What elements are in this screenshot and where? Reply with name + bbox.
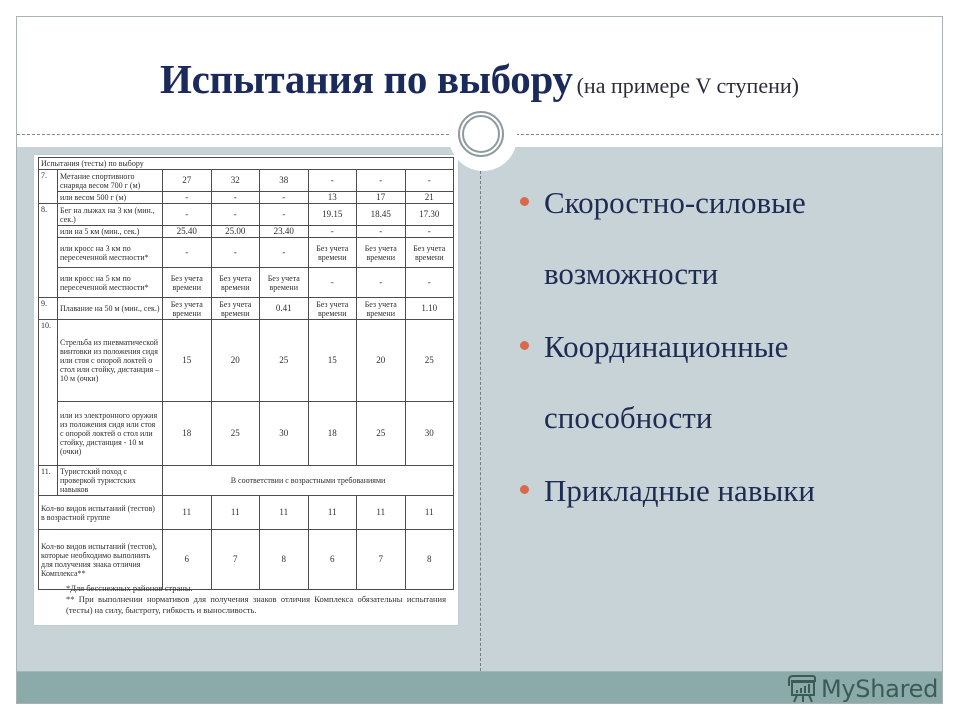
table-row — [39, 268, 454, 298]
row-value: - — [163, 238, 212, 268]
row-value: Без учета времени — [308, 298, 357, 320]
table-empty-cell — [405, 158, 454, 170]
row-value: 17.30 — [405, 204, 454, 226]
summary-value: 7 — [211, 530, 260, 590]
row-value: Без учета времени — [357, 238, 406, 268]
row-name: Бег на лыжах на 3 км (мин., сек.) — [58, 204, 163, 226]
row-value: 25.40 — [163, 226, 212, 238]
table-empty-cell — [357, 158, 406, 170]
row-value: 30 — [405, 402, 454, 466]
row-number: 9. — [39, 298, 58, 320]
row-name: или кросс на 3 км по пересеченной местности* — [58, 238, 163, 268]
row-value: - — [163, 204, 212, 226]
row-value: - — [308, 170, 357, 192]
row-value: - — [357, 268, 406, 298]
row-value: 21 — [405, 192, 454, 204]
row-value: - — [405, 170, 454, 192]
summary-value: 8 — [405, 530, 454, 590]
row-value: 13 — [308, 192, 357, 204]
row-name: или из электронного оружия из положения сидя или стоя с опорой локтей о стол или стойку, дистанция - 10 м (очки) — [58, 402, 163, 466]
bullet-list — [514, 167, 924, 526]
summary-name: Кол-во видов испытаний (тестов), которые необходимо выполнить для получения знака отличия Комплекса** — [39, 530, 163, 590]
row-value: 23.40 — [260, 226, 309, 238]
row-span-value: В соответствии с возрастными требованиями — [163, 466, 454, 496]
norms-table — [38, 157, 454, 590]
row-value: - — [211, 238, 260, 268]
table-header-row — [39, 158, 454, 170]
table-notes — [66, 583, 446, 616]
summary-value: 6 — [163, 530, 212, 590]
row-value: 1.10 — [405, 298, 454, 320]
row-name: или на 5 км (мин., сек.) — [58, 226, 163, 238]
row-value: 15 — [308, 320, 357, 402]
row-value: 0.41 — [260, 298, 309, 320]
table-row — [39, 238, 454, 268]
row-value: - — [405, 226, 454, 238]
row-value: Без учета времени — [163, 268, 212, 298]
table-row — [39, 402, 454, 466]
row-value: 38 — [260, 170, 309, 192]
row-number: 7. — [39, 170, 58, 192]
table-row — [39, 192, 454, 204]
row-name: Плавание на 50 м (мин., сек.) — [58, 298, 163, 320]
row-value: - — [211, 204, 260, 226]
bullet-dot-icon — [520, 341, 529, 350]
row-name: Метание спортивного снаряда весом 700 г (м) — [58, 170, 163, 192]
row-value: 18 — [308, 402, 357, 466]
table-empty-cell — [260, 158, 309, 170]
row-value: 18 — [163, 402, 212, 466]
row-value: 17 — [357, 192, 406, 204]
row-value: 19.15 — [308, 204, 357, 226]
row-value: 25 — [357, 402, 406, 466]
bullet-text: Прикладные навыки — [544, 473, 815, 508]
note-1: *Для бесснежных районов страны. — [66, 583, 193, 593]
title-main: Испытания по выбору — [160, 56, 573, 102]
row-number: 8. — [39, 204, 58, 226]
row-number — [39, 402, 58, 466]
bullet-text: Скоростно-силовые — [544, 185, 806, 220]
row-value: 25 — [260, 320, 309, 402]
bullet-dot-icon — [520, 197, 529, 206]
row-name: или весом 500 г (м) — [58, 192, 163, 204]
watermark-text: MyShared — [821, 675, 939, 703]
table-row — [39, 226, 454, 238]
summary-value: 6 — [308, 530, 357, 590]
divider-right — [511, 134, 943, 135]
summary-value: 11 — [211, 496, 260, 530]
summary-value: 8 — [260, 530, 309, 590]
row-value: 20 — [211, 320, 260, 402]
row-number — [39, 238, 58, 268]
table-row — [39, 170, 454, 192]
summary-value: 7 — [357, 530, 406, 590]
decorative-circle-icon — [458, 111, 504, 157]
table-empty-cell — [308, 158, 357, 170]
row-value: Без учета времени — [260, 268, 309, 298]
title-subtitle: (на примере V ступени) — [576, 73, 799, 98]
summary-value: 11 — [260, 496, 309, 530]
row-value: - — [405, 268, 454, 298]
row-value: - — [308, 226, 357, 238]
watermark-logo[interactable] — [785, 673, 938, 704]
table-row — [39, 298, 454, 320]
row-number: 10. — [39, 320, 58, 402]
row-value: Без учета времени — [308, 238, 357, 268]
bullet-text: Координационные — [544, 329, 789, 364]
summary-value: 11 — [405, 496, 454, 530]
row-value: - — [260, 192, 309, 204]
table-row — [39, 320, 454, 402]
row-value: - — [260, 204, 309, 226]
row-value: 30 — [260, 402, 309, 466]
bullet-item — [514, 455, 924, 526]
bullet-dot-icon — [520, 485, 529, 494]
row-value: - — [357, 170, 406, 192]
row-value: 25.00 — [211, 226, 260, 238]
summary-value: 11 — [357, 496, 406, 530]
row-value: - — [163, 192, 212, 204]
summary-name: Кол-во видов испытаний (тестов) в возрастной группе — [39, 496, 163, 530]
bullet-item — [514, 311, 924, 453]
note-2: ** При выполнении нормативов для получения знаков отличия Комплекса обязательны испытания (тесты) на силу, быстроту, гибкость и выносливость. — [66, 594, 446, 615]
slide-title — [17, 55, 942, 103]
summary-value: 11 — [308, 496, 357, 530]
row-value: - — [260, 238, 309, 268]
row-value: 32 — [211, 170, 260, 192]
bullet-text-cont: возможности — [544, 256, 719, 291]
row-number: 11. — [39, 466, 58, 496]
row-value: Без учета времени — [405, 238, 454, 268]
table-row — [39, 204, 454, 226]
summary-row — [39, 496, 454, 530]
row-value: 18.45 — [357, 204, 406, 226]
row-number — [39, 192, 58, 204]
row-name: Туристский поход с проверкой туристских навыков — [58, 466, 163, 496]
vertical-divider — [480, 171, 481, 671]
row-value: - — [211, 192, 260, 204]
row-value: - — [308, 268, 357, 298]
divider-left — [17, 134, 454, 135]
row-value: 15 — [163, 320, 212, 402]
row-value: - — [357, 226, 406, 238]
row-value: Без учета времени — [357, 298, 406, 320]
row-value: 20 — [357, 320, 406, 402]
row-name: или кросс на 5 км по пересеченной местности* — [58, 268, 163, 298]
row-number — [39, 226, 58, 238]
row-value: 25 — [405, 320, 454, 402]
row-name: Стрельба из пневматической винтовки из положения сидя или стоя с опорой локтей о стол или стойку, дистанция – 10 м (очки) — [58, 320, 163, 402]
summary-row — [39, 530, 454, 590]
row-value: 25 — [211, 402, 260, 466]
bullet-text-cont: способности — [544, 400, 713, 435]
table-empty-cell — [211, 158, 260, 170]
summary-value: 11 — [163, 496, 212, 530]
row-number — [39, 268, 58, 298]
presentation-board-icon — [785, 674, 817, 704]
row-value: Без учета времени — [211, 298, 260, 320]
row-value: Без учета времени — [163, 298, 212, 320]
bullet-item — [514, 167, 924, 309]
table-empty-cell — [163, 158, 212, 170]
table-row — [39, 466, 454, 496]
table-header-cell: Испытания (тесты) по выбору — [39, 158, 163, 170]
slide — [16, 16, 943, 704]
row-value: Без учета времени — [211, 268, 260, 298]
row-value: 27 — [163, 170, 212, 192]
norms-table-image — [34, 155, 458, 625]
